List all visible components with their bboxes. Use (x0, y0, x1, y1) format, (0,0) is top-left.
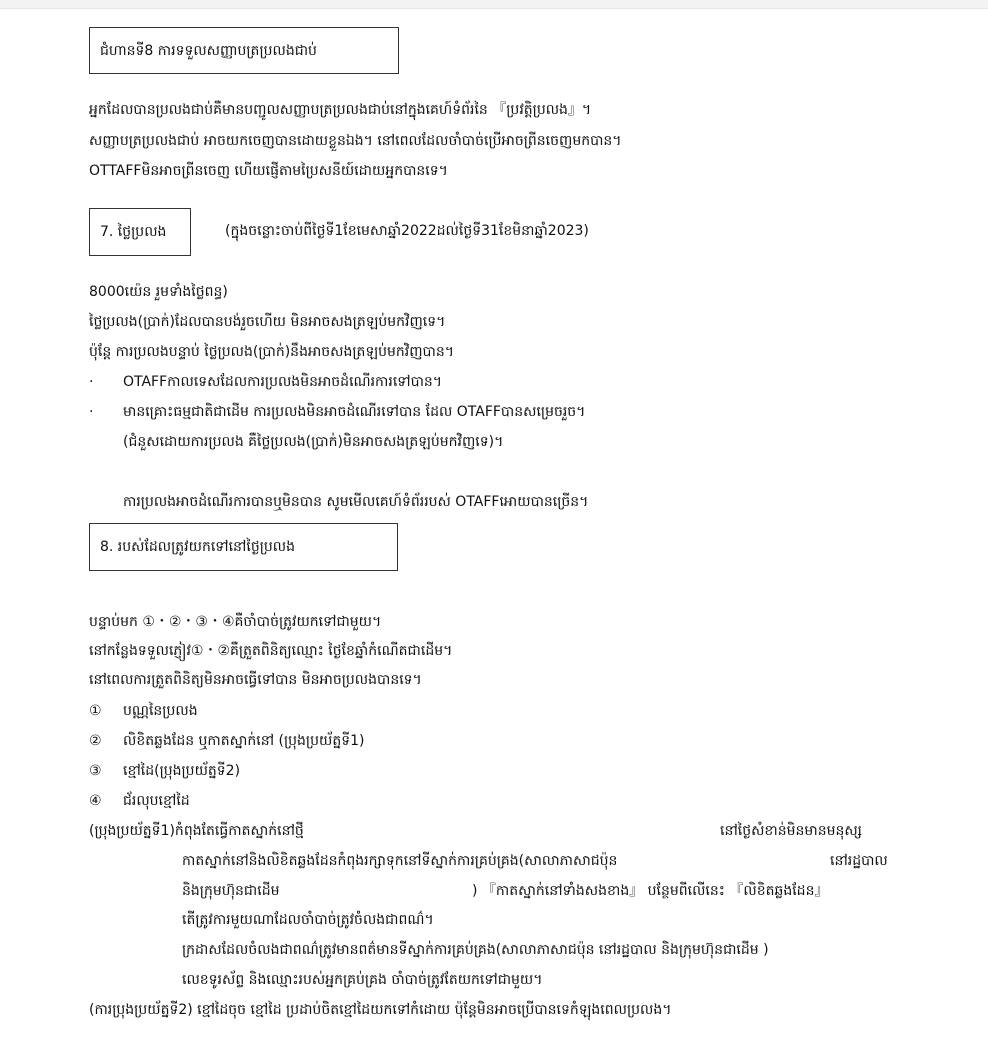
fee-heading-box (89, 208, 191, 256)
fee-bullet-marker-2: · (89, 404, 94, 420)
caution1-line-3-left: និងក្រុមហ៊ុនជាដើម (182, 883, 280, 899)
caution1-line-2-left: កាតស្នាក់នៅនិងលិខិតឆ្លងដែនកំពុងរក្សាទុកនៅទីស្នាក់ការគ្រប់គ្រង(សាលាភាសាជប៉ុន (182, 853, 618, 869)
fee-note: (ជំនួសដោយការប្រលង គឺថ្លៃប្រលង(ប្រាក់)មិនអាចសងត្រឡប់មកវិញទេ)។ (123, 434, 504, 450)
caution1-line-4: តើត្រូវការមួយណាដែលចាំបាច់ត្រូវចំលងជាពណ៌។ (182, 912, 434, 928)
caution1-line-6: លេខទូរស័ព្ទ និងឈ្មោះរបស់អ្នកគ្រប់គ្រង ចាំបាច់ត្រូវតែយកទៅជាមួយ។ (182, 972, 543, 988)
item-number-4: ④ (89, 793, 102, 809)
items-heading: 8. របស់ដែលត្រូវយកទៅនៅថ្ងៃប្រលង (100, 539, 295, 555)
caution1-line-2-right: នៅរដ្ឋបាល (830, 853, 888, 869)
caution1-line-5: ក្រដាសដែលចំលងជាពណ៌ត្រូវមានពត៌មានទីស្នាក់ការគ្រប់គ្រង(សាលាភាសាជប៉ុន នៅរដ្ឋបាល និងក្រុមហ៊ុនជាដើម ) (182, 942, 769, 958)
fee-period: (ក្នុងចន្លោះចាប់ពីថ្ងៃទី1ខែមេសាឆ្នាំ2022ដល់ថ្ងៃទី31ខែមិនាឆ្នាំ2023) (225, 223, 589, 239)
caution1-line-3-right: ) 『កាតស្នាក់នៅទាំងសងខាង』 បន្ថែមពីលើនេះ 『លិខិតឆ្លងដែន』 (472, 883, 829, 899)
step8-paragraph-line-2: សញ្ញាបត្រប្រលងជាប់ អាចយកចេញបានដោយខ្លួនឯង។ នៅពេលដែលចាំបាច់ប្រើអាចព្រីនចេញមកបាន។ (89, 133, 622, 149)
item-number-2: ② (89, 733, 102, 749)
item-text-1: បណ្ណនៃប្រលង (123, 703, 198, 719)
fee-heading: 7. ថ្លៃប្រលង (100, 224, 167, 240)
top-toolbar-strip (0, 0, 988, 9)
fee-line-1: 8000យ៉េន រួមទាំងថ្លៃពន្ធ) (89, 284, 228, 300)
item-text-2: លិខិតឆ្លងដែន ឬកាតស្នាក់នៅ (ប្រុងប្រយ័ត្នទី1) (123, 733, 365, 749)
fee-bullet-text-1: OTAFFកាលទេសដែលការប្រលងមិនអាចដំណើរការទៅបាន។ (123, 374, 443, 390)
fee-line-2: ថ្លៃប្រលង(ប្រាក់)ដែលបានបង់រួចហើយ មិនអាចសងត្រឡប់មកវិញទេ។ (89, 314, 446, 330)
step8-paragraph-line-1: អ្នកដែលបានប្រលងជាប់គឺមានបញ្ជូលសញ្ញាបត្រប្រលងជាប់នៅក្នុងគេហ៍ទំព័រនៃ 『ប្រវត្តិប្រលង』។ (89, 102, 592, 118)
step8-heading-box (89, 27, 399, 74)
fee-bullet-marker-1: · (89, 374, 94, 390)
item-text-3: ខ្មៅដៃ(ប្រុងប្រយ័ត្នទី2) (123, 763, 241, 779)
item-number-1: ① (89, 703, 102, 719)
step8-paragraph-line-3: OTTAFFមិនអាចព្រីនចេញ ហើយផ្ញើតាមប្រៃសនីយ៍ដោយអ្នកបានទេ។ (89, 163, 448, 179)
step8-heading: ជំហានទី8 ការទទួលសញ្ញាបត្រប្រលងជាប់ (100, 42, 317, 59)
items-intro-line-3: នៅពេលការត្រួតពិនិត្យមិនអាចធ្វើទៅបាន មិនអាចប្រលងបានទេ។ (89, 672, 422, 688)
items-intro-line-2: នៅកន្លែងទទួលភ្ញៀវ①・②គឺត្រួតពិនិត្យឈ្មោះ ថ្ងៃខែឆ្នាំកំណើតជាដើម។ (89, 643, 453, 659)
items-heading-box (89, 523, 398, 571)
fee-line-3: ប៉ុន្តែ ការប្រលងបន្ទាប់ ថ្លៃប្រលង(ប្រាក់)នឹងអាចសងត្រឡប់មកវិញបាន។ (89, 344, 454, 360)
item-text-4: ជ័រលុបខ្មៅដៃ (123, 793, 190, 809)
fee-bullet-text-2: មានគ្រោះធម្មជាតិជាដើម ការប្រលងមិនអាចដំណើរទៅបាន ដែល OTAFFបានសម្រេចរួច។ (123, 404, 586, 420)
item-number-3: ③ (89, 763, 102, 779)
caution1-line-1-left: (ប្រុងប្រយ័ត្នទី1)កំពុងតែធ្វើកាតស្នាក់នៅថ្មី (89, 823, 304, 839)
caution1-line-1-right: នៅថ្ងៃសំខាន់មិនមានមនុស្ស (720, 823, 862, 839)
caution2-line: (ការប្រុងប្រយ័ត្នទី2) ខ្មៅដៃចុច ខ្មៅដៃ ប្រដាប់ចិតខ្មៅដៃយកទៅកំដោយ ប៉ុន្តែមិនអាចប្រើបានទេកំឡុងពេលប្រលង។ (89, 1002, 672, 1018)
fee-website-note: ការប្រលងអាចដំណើរការបានឬមិនបាន សូមមើលគេហ៍ទំព័ររបស់ OTAFFអោយបានច្រើន។ (123, 494, 589, 510)
items-intro-line-1: បន្ទាប់មក ①・②・③・④គឺចាំបាច់ត្រូវយកទៅជាមួយ។ (89, 614, 382, 630)
